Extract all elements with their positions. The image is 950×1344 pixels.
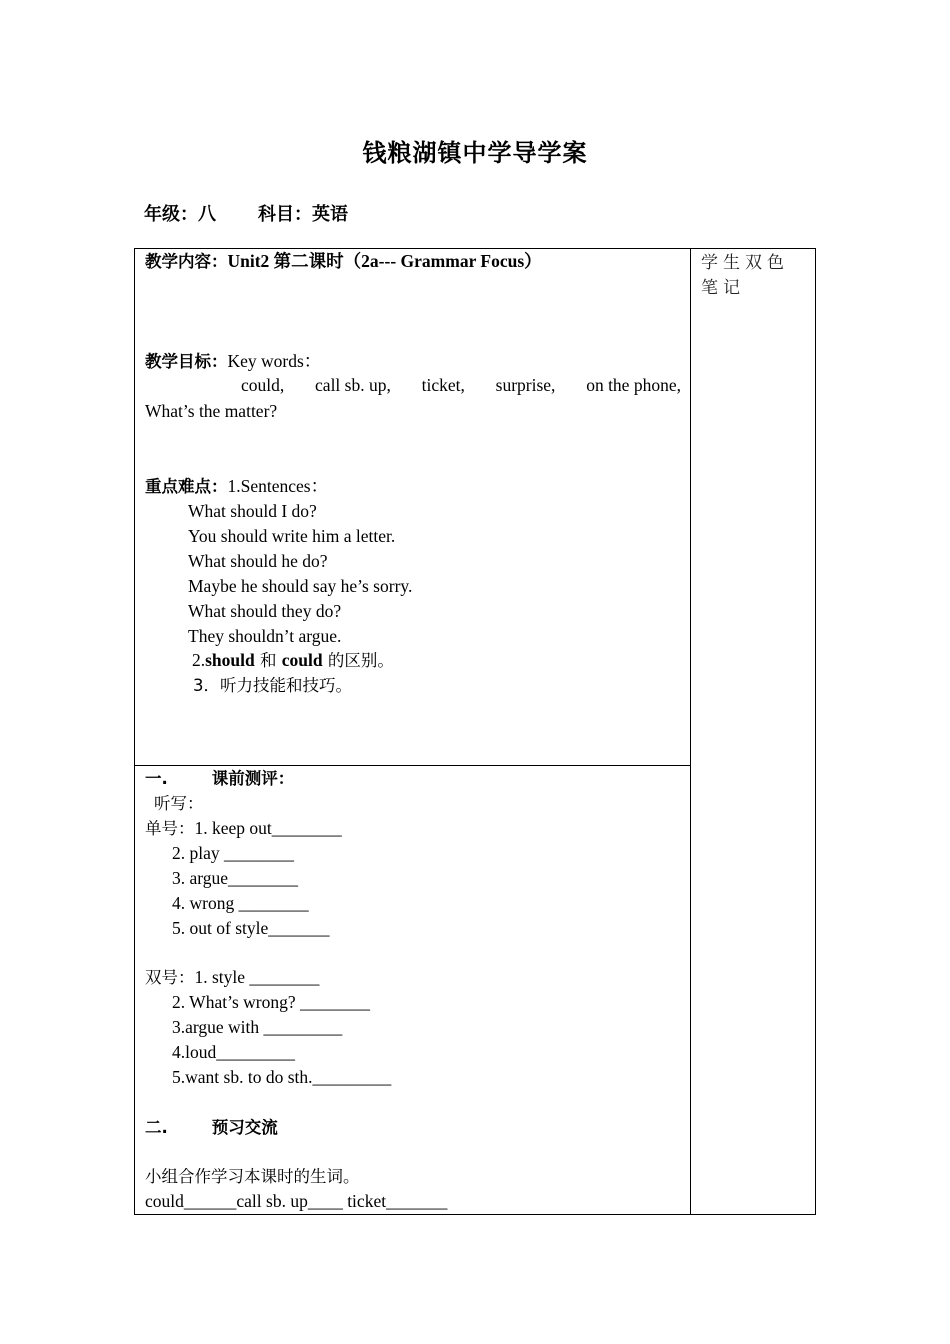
section1-heading <box>145 766 294 791</box>
key-word: ticket, <box>421 375 465 395</box>
content-label: 教学内容： <box>145 252 228 271</box>
practice-cell <box>135 766 691 1215</box>
section2-number: 二. <box>145 1118 168 1137</box>
even-label: 双号： <box>145 968 195 987</box>
could-word: could <box>281 650 323 670</box>
lesson-table <box>134 248 816 1215</box>
dictation-item: 1. keep out________ <box>194 818 342 838</box>
dictation-label: 听写： <box>154 794 204 813</box>
odd-item-row <box>145 816 342 841</box>
and-word: 和 <box>254 651 282 670</box>
dictation-item: 3. argue________ <box>172 868 299 888</box>
even-item-row <box>145 965 319 990</box>
student-notes-cell <box>691 249 816 1215</box>
section1-number: 一. <box>145 769 168 788</box>
vocab-fill-line: could______call sb. up____ ticket_______ <box>145 1191 448 1211</box>
key-points-label: 重点难点： <box>145 477 228 496</box>
key-point-2 <box>192 648 394 673</box>
goals-label: 教学目标： <box>145 352 228 371</box>
dictation-item: 3.argue with _________ <box>172 1017 343 1037</box>
key-points-value: 1.Sentences： <box>227 476 329 496</box>
key-word: call sb. up, <box>315 375 391 395</box>
page-title: 钱粮湖镇中学导学案 <box>362 139 588 167</box>
key-word-wrap: What’s the matter? <box>145 401 278 421</box>
group-instruction: 小组合作学习本课时的生词。 <box>145 1167 360 1186</box>
goals-value: Key words： <box>227 351 322 371</box>
section1-title: 课前测评： <box>211 769 295 788</box>
dictation-item: 5. out of style_______ <box>172 918 330 938</box>
key-points-row <box>145 474 328 499</box>
key-point-2-prefix: 2. <box>192 650 206 670</box>
key-words-list <box>241 373 681 398</box>
content-row <box>145 249 542 274</box>
difference-text: 的区别。 <box>322 651 394 670</box>
dictation-item: 5.want sb. to do sth._________ <box>172 1067 392 1087</box>
dictation-item: 4. wrong ________ <box>172 893 309 913</box>
dictation-item: 1. style ________ <box>194 967 320 987</box>
sentence-line: What should I do? <box>188 501 317 521</box>
grade-label: 年级：八 <box>144 204 216 225</box>
content-value: Unit2 第二课时（2a--- Grammar Focus） <box>227 251 542 271</box>
should-word: should <box>205 650 255 670</box>
dictation-item: 4.loud_________ <box>172 1042 295 1062</box>
sentence-line: Maybe he should say he’s sorry. <box>188 576 413 596</box>
key-point-3: 3．听力技能和技巧。 <box>193 676 352 695</box>
subject-label: 科目：英语 <box>258 204 348 225</box>
section2-heading <box>145 1115 278 1140</box>
sentence-line: What should they do? <box>188 601 342 621</box>
key-word: could, <box>241 375 285 395</box>
key-word: on the phone, <box>586 375 681 395</box>
key-word: surprise, <box>495 375 556 395</box>
goals-row <box>145 349 321 374</box>
odd-label: 单号： <box>145 819 195 838</box>
header-meta <box>144 200 348 226</box>
section2-title: 预习交流 <box>211 1118 278 1137</box>
dictation-item: 2. play ________ <box>172 843 295 863</box>
sentence-line: They shouldn’t argue. <box>188 626 342 646</box>
student-notes-header: 学生双色笔记 <box>701 253 789 298</box>
lesson-info-cell <box>135 249 691 766</box>
sentence-line: What should he do? <box>188 551 328 571</box>
sentence-line: You should write him a letter. <box>188 526 396 546</box>
dictation-item: 2. What’s wrong? ________ <box>172 992 370 1012</box>
